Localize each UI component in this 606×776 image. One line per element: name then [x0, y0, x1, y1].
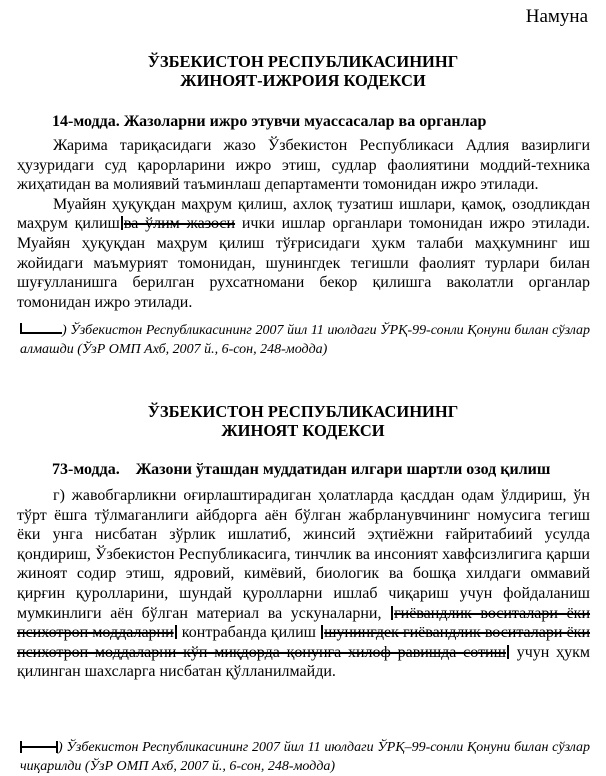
- para2-text-b: ички ишлар органлари томонидан ижро этилади. Муайян ҳуқуқдан маҳрум қилиш тўғрисидаги ҳукм талаби маҳкумнинг иш жойидаги маъмурият томонидан, шунингдек тегишли фаолият турлари билан шуғулланишга берилган рухсатномани бекор қилишга ваколатли органлар томонидан ижро этилади.: [17, 215, 591, 311]
- code-title-2: [0, 402, 606, 440]
- struck-text-1: гиёвандлик воситалари ёки психотроп моддаларни: [17, 604, 591, 642]
- struck-text-2: шунингдек гиёвандлик воситалари ёки психотроп моддаларни кўп миқдорда қонунга хилоф равишда сотиш: [17, 624, 591, 661]
- para-text-b: контрабанда қилиш: [177, 624, 321, 642]
- article-73-title: 73-модда. Жазони ўташдан муддатидан илгари шартли озод қилиш: [52, 461, 551, 478]
- footnote-2: [20, 738, 590, 776]
- sample-label: Намуна: [525, 6, 588, 27]
- article-14-para2: [17, 195, 590, 313]
- replaced-words-marker-icon: [20, 323, 62, 334]
- code-title-1-line2: ЖИНОЯТ-ИЖРОИЯ КОДЕКСИ: [180, 71, 426, 90]
- struck-text: ва ўлим жазоси: [123, 215, 236, 233]
- code-title-2-line2: ЖИНОЯТ КОДЕКСИ: [221, 421, 385, 440]
- edit-marker: [391, 606, 393, 620]
- footnote-2-text: ) Ўзбекистон Республикасининг 2007 йил 11 июлдаги ЎРҚ–99-сонли Қонуни билан сўзлар чиқарилди (ЎзР ОМП Ахб, 2007 й., 6-сон, 248-модда): [20, 740, 590, 774]
- para-text-c: учун ҳукм қилинган шахсларга нисбатан қўлланилмайди.: [17, 643, 591, 681]
- para2-text-a: Муайян ҳуқуқдан маҳрум қилиш, ахлоқ тузатиш ишлари, қамоқ, озодликдан маҳрум қилиш: [17, 195, 590, 233]
- article-73-para: [17, 486, 590, 682]
- article-73-body: [17, 486, 590, 682]
- article-14-body: [17, 136, 590, 312]
- code-title-2-line1: ЎЗБЕКИСТОН РЕСПУБЛИКАСИНИНГ: [147, 402, 459, 421]
- edit-marker: [507, 645, 509, 659]
- removed-words-marker-icon: [20, 741, 58, 753]
- footnote-1-text: ) Ўзбекистон Республикасининг 2007 йил 11 июлдаги ЎРҚ-99-сонли Қонуни билан сўзлар алмашди (ЎзР ОМП Ахб, 2007 й., 6-сон, 248-модда): [20, 323, 590, 357]
- edit-marker: [321, 625, 323, 639]
- article-14-title: 14-модда. Жазоларни ижро этувчи муассасалар ва органлар: [52, 113, 487, 130]
- article-14-para1: Жарима тариқасидаги жазо Ўзбекистон Республикаси Адлия вазирлиги ҳузуридаги суд қарорларини ижро этиш, судлар фаолиятини моддий-техника жиҳатидан ва молиявий таъминлаш департаменти томонидан ижро этилади.: [17, 137, 590, 194]
- code-title-1-line1: ЎЗБЕКИСТОН РЕСПУБЛИКАСИНИНГ: [147, 52, 459, 71]
- edit-marker: [175, 625, 177, 639]
- para-text-a: г) жавобгарликни оғирлаштирадиган ҳолатларда қасддан одам ўлдириш, ўн тўрт ёшга тўлмаганлиги айбдорга аён бўлган жабрланувчининг номусига тегиш ёки унга нисбатан зўрлик ишлатиб, жинсий эҳтиёжни ғайритабиий усулда қондириш, Ўзбекистон Республикасига, тинчлик ва инсоният хавфсизлигига қарши жиноят содир этиш, ядровий, кимёвий, биологик ва бошқа хилдаги оммавий қирғин қуролларини, шундай қуролларни ишлаб чиқариш учун фойдаланиш мумкинлиги аён бўлган материал ва ускуналарни,: [17, 487, 590, 622]
- code-title-1: [0, 52, 606, 90]
- edit-marker: [121, 216, 123, 230]
- footnote-1: [20, 321, 590, 359]
